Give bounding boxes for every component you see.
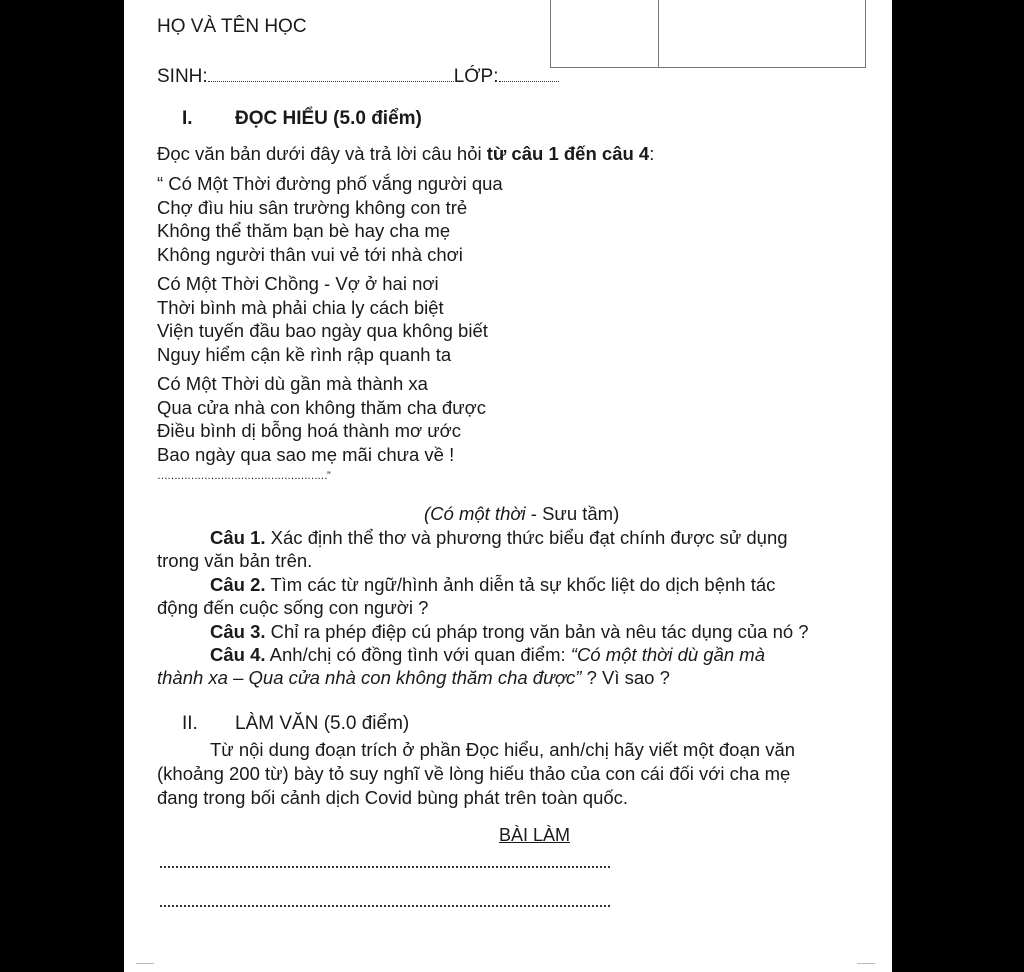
student-label: SINH: (157, 66, 208, 87)
answer-line (160, 905, 610, 907)
question-1-text: Xác định thể thơ và phương thức biểu đạt chính được sử dụng (265, 527, 788, 548)
question-4-end: ? Vì sao ? (586, 667, 670, 688)
question-2-cont: động đến cuộc sống con người ? (157, 597, 429, 618)
question-4 (210, 643, 765, 667)
question-1 (210, 526, 788, 550)
question-2-text: Tìm các từ ngữ/hình ảnh diễn tả sự khốc liệt do dịch bệnh tác (265, 574, 776, 595)
answer-line (160, 866, 610, 868)
poem-ellipsis: ……………………………………………” (157, 470, 330, 482)
poem-line: Bao ngày qua sao mẹ mãi chưa về ! (157, 443, 455, 465)
poem-stanza-3 (157, 372, 486, 466)
poem-source (424, 503, 619, 525)
question-1-cont: trong văn bản trên. (157, 550, 313, 571)
poem-line: Có Một Thời Chồng - Vợ ở hai nơi (157, 273, 439, 294)
question-2 (210, 573, 775, 597)
section2-line-2: (khoảng 200 từ) bày tỏ suy nghĩ về lòng hiếu thảo của con cái đối với cha mẹ (157, 763, 791, 784)
section1-title: ĐỌC HIỂU (5.0 điểm) (235, 108, 422, 129)
section1-numeral: I. (182, 108, 193, 129)
section1-instruction (157, 143, 654, 165)
question-4-quote-cont: thành xa – Qua cửa nhà con không thăm cha được” (157, 667, 582, 688)
question-4-cont (157, 666, 670, 690)
section2-numeral: II. (182, 713, 198, 734)
instruction-text: Đọc văn bản dưới đây và trả lời câu hỏi (157, 143, 487, 164)
source-suffix: - Sưu tầm) (525, 503, 620, 524)
question-3-text: Chỉ ra phép điệp cú pháp trong văn bản và nêu tác dụng của nó ? (265, 621, 809, 642)
question-1-label: Câu 1. (210, 527, 266, 548)
poem-line: Có Một Thời dù gần mà thành xa (157, 373, 428, 394)
question-2-label: Câu 2. (210, 574, 266, 595)
instruction-bold: từ câu 1 đến câu 4 (486, 143, 650, 164)
grade-box-divider (658, 0, 659, 67)
instruction-colon: : (649, 143, 655, 164)
poem-line: Không thể thăm bạn bè hay cha mẹ (157, 220, 451, 241)
class-blank (499, 81, 559, 82)
section2-title: LÀM VĂN (5.0 điểm) (235, 713, 410, 734)
poem-line: Chợ đìu hiu sân trường không con trẻ (157, 196, 468, 218)
section2-line-3: đang trong bối cảnh dịch Covid bùng phát trên toàn quốc. (157, 787, 629, 808)
poem-line: Viện tuyến đầu bao ngày qua không biết (157, 320, 488, 341)
question-4-text: Anh/chị có đồng tình với quan điểm: (265, 644, 571, 665)
question-3-label: Câu 3. (210, 621, 266, 642)
answer-title: BÀI LÀM (499, 825, 571, 845)
poem-stanza-2 (157, 272, 488, 366)
student-line (157, 66, 559, 88)
poem-stanza-1 (157, 172, 503, 266)
poem-line: Qua cửa nhà con không thăm cha được (157, 396, 486, 418)
poem-line: Nguy hiểm cận kề rình rập quanh ta (157, 343, 452, 365)
question-4-label: Câu 4. (210, 644, 266, 665)
class-label: LỚP: (453, 66, 499, 87)
poem-line: Không người thân vui vẻ tới nhà chơi (157, 243, 463, 265)
name-label: HỌ VÀ TÊN HỌC (157, 16, 307, 37)
grade-box (550, 0, 866, 68)
page-corner-mark (136, 963, 154, 972)
poem-line: Điều bình dị bỗng hoá thành mơ ước (157, 420, 462, 441)
section2-line-1: Từ nội dung đoạn trích ở phần Đọc hiểu, anh/chị hãy viết một đoạn văn (210, 739, 796, 760)
question-4-quote: “Có một thời dù gần mà (570, 644, 765, 665)
page-corner-mark (857, 963, 875, 972)
question-3 (210, 620, 809, 644)
poem-line: Thời bình mà phải chia ly cách biệt (157, 296, 444, 318)
student-name-blank (208, 81, 454, 82)
source-title: (Có một thời (424, 503, 526, 524)
poem-line: “ Có Một Thời đường phố vắng người qua (157, 173, 503, 194)
exam-page (124, 0, 892, 972)
